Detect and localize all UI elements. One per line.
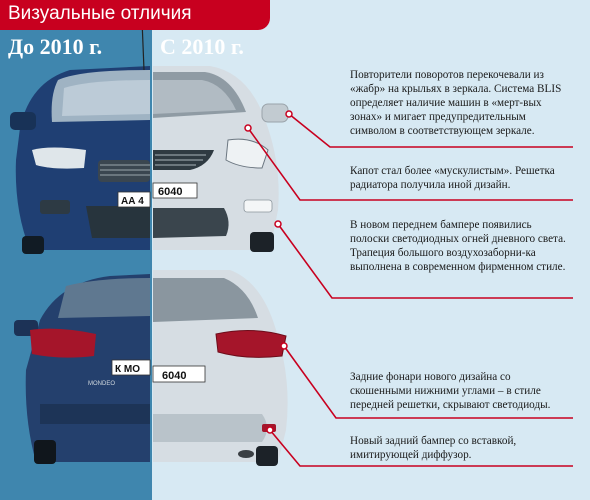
- rear-plate-old-text: К МО: [115, 364, 140, 375]
- era-label-old: До 2010 г.: [8, 34, 103, 59]
- rear-diffuser-new: [153, 414, 267, 442]
- caption-hood-grille: Капот стал более «мускулистым». Решетка радиатора получила иной дизайн.: [350, 165, 555, 191]
- right-mirror-new: [262, 104, 288, 122]
- page-title: Визуальные отличия: [8, 3, 192, 24]
- title-banner: [0, 0, 270, 30]
- left-mirror-old: [10, 112, 36, 130]
- front-plate-old-text: АА 4: [121, 196, 144, 207]
- drl-strip-new: [244, 200, 272, 212]
- front-new-car: [153, 66, 288, 252]
- caption-taillights: Задние фонари нового дизайна со скошенными нижними углами – в стиле передней решетки, скрывают светодиоды.: [350, 371, 551, 411]
- rear-plate-new-text: 6040: [162, 370, 187, 382]
- rear-old-car: [14, 274, 150, 464]
- front-plate-new-text: 6040: [158, 186, 183, 198]
- era-label-new: С 2010 г.: [160, 34, 244, 59]
- rear-badge-old: MONDEO: [88, 381, 115, 387]
- taillight-new: [216, 330, 286, 357]
- exhaust-new: [238, 450, 254, 458]
- taillight-old: [30, 329, 96, 358]
- headlight-old: [32, 148, 86, 169]
- rear-new-car: [153, 270, 288, 466]
- caption-mirrors: Повторители поворотов перекочевали из «жабр» на крыльях в зеркала. Система BLIS определяет наличие машин в «мерт-вых зонах» и мигает предупредительным символом в соответствующем зеркале.: [350, 69, 562, 137]
- caption-front-bumper: В новом переднем бампере появились полоски светодиодных огней дневного света. Трапеция большого воздухозаборни-ка выполнена в современном фирменном стиле.: [350, 219, 566, 273]
- caption-rear-bumper: Новый задний бампер со вставкой, имитирующей диффузор.: [350, 435, 517, 461]
- air-intake-new: [153, 208, 229, 238]
